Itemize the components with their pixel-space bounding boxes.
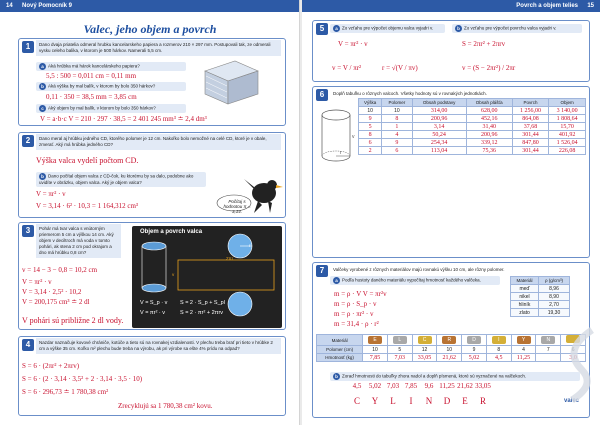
paper-stack-image — [200, 56, 260, 106]
table-cell: 8,90 — [538, 293, 569, 301]
sorted-value: 7,03 — [386, 382, 400, 390]
mass-cell: 11,25 — [511, 354, 536, 362]
can-icon: R — [442, 336, 456, 344]
answer-4-final: Zrecyklujú sa 1 780,38 cm² kovu. — [118, 402, 213, 410]
formula-7-4: m = 31,4 · ρ · r² — [334, 320, 379, 328]
can-cell — [387, 335, 412, 346]
can-cell — [437, 335, 462, 346]
table-cell: 3 140,00 — [549, 107, 586, 115]
table-header: Polomer — [382, 99, 412, 107]
answer-3-3: V = 3,14 · 2,5² · 10,2 — [22, 288, 82, 296]
formula-S1: S = 2 · S_p + S_pl — [180, 300, 225, 306]
speech-bubble: Počítaj s hodnotou π = 3,14. — [223, 199, 251, 214]
right-page-number: 15 — [587, 3, 594, 9]
section-number: 4 — [22, 339, 34, 351]
table-cell: 9 — [382, 139, 412, 147]
can-cell — [412, 335, 437, 346]
table-header: Objem — [549, 99, 586, 107]
panel-title: Objem a povrch valca — [140, 229, 203, 235]
cylinder-icon — [318, 108, 354, 164]
page-title: Valec, jeho objem a povrch — [83, 22, 217, 36]
svg-text:r: r — [340, 150, 342, 156]
sorted-value: 9,6 — [424, 382, 434, 390]
can-icon: L — [393, 336, 407, 344]
question-5a: a Zo vzťahu pre výpočet objemu valca vyjadri v. — [330, 24, 445, 33]
right-header-title: Povrch a objem telies — [516, 3, 578, 9]
svg-text:v: v — [352, 134, 355, 140]
table-cell: 200,96 — [412, 115, 466, 123]
answer-letter: C — [353, 396, 360, 406]
can-cell — [462, 335, 487, 346]
task-text: Valčeky vyrobené z rôznych materiálov majú rovnakú výšku 10 cm, ale rôzny polomer. — [333, 267, 505, 272]
task-text: Dano meral aj hrúbku jedného CD, ktorého polomer je 12 cm. Nakoľko bolo nemožné na celé CD, ktoré je v obale, zmerať. Aký má hrúbka jedného CD? — [36, 134, 281, 150]
answer-2b1: V = πr² · v — [36, 190, 66, 198]
sorted-value: 21,62 — [457, 382, 473, 390]
table-cell: 15,70 — [549, 123, 586, 131]
table-cell: 301,44 — [512, 147, 549, 155]
table-cell: 10 — [382, 107, 412, 115]
section-number: 7 — [316, 265, 328, 277]
cylinder-table — [358, 98, 586, 155]
table-cell: 1 256,00 — [512, 107, 549, 115]
answer-2b2: V = 3,14 · 6² · 10,3 = 1 164,312 cm³ — [36, 202, 138, 210]
radius-cell: 10 — [363, 346, 388, 354]
table-cell: 1 — [382, 123, 412, 131]
table-cell: 339,12 — [466, 139, 512, 147]
badge-a-icon: a — [333, 25, 340, 32]
table-cell: 8 — [359, 131, 382, 139]
table-row — [359, 139, 586, 147]
can-cell — [511, 335, 536, 346]
answer-c: V = a·b·c V = 210 · 297 · 38,5 = 2 401 245 mm³ ≐ 2,4 dm³ — [40, 115, 207, 123]
section-number: 1 — [22, 41, 34, 53]
left-page-number: 14 — [6, 3, 13, 9]
table-cell: 1 808,64 — [549, 115, 586, 123]
section-number: 5 — [316, 23, 328, 35]
mass-cell: 7,85 — [363, 354, 388, 362]
can-icon: Y — [517, 336, 531, 344]
can-cell — [486, 335, 511, 346]
section-number: 2 — [22, 135, 34, 147]
table-cell: 254,34 — [412, 139, 466, 147]
answer-letter: D — [443, 396, 451, 406]
table-cell: 200,96 — [466, 131, 512, 139]
badge-b-icon: b — [39, 173, 46, 180]
answer-4-3: S = 6 · 296,73 ≐ 1 780,38 cm² — [22, 388, 109, 396]
badge-b-icon: b — [333, 373, 340, 380]
table-cell: 6 — [382, 147, 412, 155]
section-number: 3 — [22, 225, 34, 237]
badge-a-icon: a — [39, 63, 46, 70]
answer-a: 5,5 : 500 = 0,011 cm = 0,11 mm — [46, 72, 137, 80]
task-text: Nazdar naznačuje kovové chrániče, kotúče a tieto sú na rovnakej vzdialenosti. V plechu treba brať pri tieto v hrúbke 2 cm a výške 35 cm. Koľko m² plechu bude treba na výrobu, ak pri výrobe sa ešte 4% prídu na odpad? — [36, 338, 281, 354]
mass-cell: 3,0 — [561, 354, 586, 362]
table-cell: 401,92 — [549, 131, 586, 139]
formula-S2: S = 2 · πr² + 2πrv — [180, 310, 224, 316]
table-header: Materiál — [511, 277, 539, 285]
table-row — [359, 131, 586, 139]
table-cell: 8 — [382, 115, 412, 123]
badge-a-icon: a — [333, 277, 340, 284]
table-cell: 50,24 — [412, 131, 466, 139]
answer-letters — [348, 396, 492, 406]
table-cell: 226,08 — [549, 147, 586, 155]
can-icon: N — [541, 336, 555, 344]
table-cell: 314,00 — [412, 107, 466, 115]
answer-3-1: v = 14 − 3 − 0,8 = 10,2 cm — [22, 266, 98, 274]
decorative-ribbon-icon — [552, 330, 598, 400]
table-cell: zlato — [511, 309, 539, 317]
materials-table — [510, 276, 570, 317]
table-cell: 452,16 — [466, 115, 512, 123]
question-2b: b Dano počítal objem valca z CD-čok, ku ktorému by sa dalo, podobne ako uvidíte v obrázku, objem valca. Aký je objem valca? — [36, 172, 206, 187]
table-cell: 847,80 — [512, 139, 549, 147]
answer-letter: E — [462, 396, 468, 406]
can-icon: C — [418, 336, 432, 344]
question-c: c Aký objem by mal balík, v ktorom by bolo 350 hárkov? — [36, 104, 186, 113]
left-header — [0, 0, 300, 12]
table-header: Obsah podstavy — [412, 99, 466, 107]
answer-4-1: S = 6 · (2πr² + 2πrv) — [22, 362, 80, 370]
table-cell: 4 — [382, 131, 412, 139]
formula-5-1: V = πr² · v — [338, 40, 368, 48]
mass-cell: 7,03 — [387, 354, 412, 362]
formula-5-4: r = √(V / πv) — [382, 64, 418, 72]
can-cell — [363, 335, 388, 346]
table-cell: 75,36 — [466, 147, 512, 155]
task-text: Doplň tabuľku o rôznych valcoch. Všetky hodnoty sú v rovnakých jednotkách. — [333, 91, 487, 96]
answer-3-4: V = 200,175 cm³ ≐ 2 dl — [22, 298, 90, 306]
table-cell: 113,04 — [412, 147, 466, 155]
answer-3-2: V = πr² · v — [22, 278, 52, 286]
formula-V1: V = S_p · v — [140, 300, 168, 306]
table-row — [511, 301, 570, 309]
table-cell: hliník — [511, 301, 539, 309]
label-v: v — [172, 272, 175, 277]
table-cell: 9 — [359, 115, 382, 123]
mass-cell: 21,62 — [437, 354, 462, 362]
radius-cell: 7 — [536, 346, 561, 354]
table-cell: 31,40 — [466, 123, 512, 131]
mass-cell: 5,02 — [462, 354, 487, 362]
table-header: Výška — [359, 99, 382, 107]
task-text: Pohár má tvar valca s vnútorným priemerom 5 cm a výškou 14 cm. Aký objem v deciltroch má voda v tomto pohári, ak stena 2 cm pod okrajom a dno má hrúbku 0,8 cm? — [36, 224, 121, 258]
label-r: r — [249, 243, 251, 248]
section-number: 6 — [316, 89, 328, 101]
radius-cell: 9 — [462, 346, 487, 354]
table-cell: 10 — [359, 107, 382, 115]
formula-5-2: S = 2πr² + 2πrv — [462, 40, 506, 48]
table-cell: 301,44 — [512, 131, 549, 139]
label-2pir: 2πr — [226, 256, 234, 261]
can-icon: E — [368, 336, 382, 344]
question-a: a Aká hrúbka má hárok kancelárskeho papiera? — [36, 62, 186, 71]
question-5b: b Zo vzťahu pre výpočet povrchu valca vyjadri v. — [452, 24, 582, 33]
table-cell: nikel — [511, 293, 539, 301]
sorted-value: 7,85 — [404, 382, 418, 390]
table-row — [359, 115, 586, 123]
formula-V2: V = πr² · v — [140, 310, 166, 316]
table-cell: 2 — [359, 147, 382, 155]
table-cell: 1 526,04 — [549, 139, 586, 147]
answer-letter: R — [479, 396, 486, 406]
radius-cell: 8 — [486, 346, 511, 354]
radius-cell: 5 — [387, 346, 412, 354]
word-label: valec — [564, 398, 580, 404]
radius-cell: 12 — [412, 346, 437, 354]
left-header-title: Nový Pomocník 9 — [22, 3, 73, 9]
formula-7-2: m = ρ · S_p · v — [334, 300, 377, 308]
table-cell: 6 — [359, 139, 382, 147]
question-7b: b Zoraď hmotnosti do tabuľky zhora nadol a doplň písmená, ktoré sú vyznačené na valčekoch. — [330, 372, 580, 381]
badge-b-icon: b — [39, 83, 46, 90]
question-b: b Aká výška by mal balík, v ktorom by bolo 350 hárkov? — [36, 82, 186, 91]
radius-cell: 4 — [511, 346, 536, 354]
answer-letter: N — [425, 396, 433, 406]
right-page — [302, 0, 600, 425]
can-icon: I — [492, 336, 506, 344]
sorted-masses — [348, 382, 492, 390]
table-row — [359, 147, 586, 155]
table-header: Obsah plášťa — [466, 99, 512, 107]
task-text: Dano dvaja priatelia odmeral hrubku kancelarskeho papiera a rozmerov 210 × 297 mm. Postupovali tak, ze odmerali vysku celeho balika, v ktorom je 500 hárkov. Namerali 5,5 cm. — [36, 40, 281, 56]
table-cell: meď — [511, 285, 539, 293]
table-header: Povrch — [512, 99, 549, 107]
table-header: ρ (g/cm³) — [538, 277, 569, 285]
mass-table — [316, 334, 586, 362]
table-cell: 8,96 — [538, 285, 569, 293]
badge-b-icon: b — [455, 25, 462, 32]
badge-c-icon: c — [39, 105, 46, 112]
table-cell: 5 — [359, 123, 382, 131]
mass-cell: 4,5 — [486, 354, 511, 362]
sorted-value: 5,02 — [368, 382, 382, 390]
formula-7-3: m = ρ · πr² · v — [334, 310, 374, 318]
table-row — [359, 107, 586, 115]
table-cell: 2,70 — [538, 301, 569, 309]
table-cell: 864,08 — [512, 115, 549, 123]
answer-letter: Y — [371, 396, 379, 406]
formula-5-3: v = V / πr² — [332, 64, 362, 72]
table-cell: 19,30 — [538, 309, 569, 317]
table-row — [511, 309, 570, 317]
mass-cell: 33,05 — [412, 354, 437, 362]
sorted-value: 4,5 — [352, 382, 362, 390]
sorted-value: 11,25 — [439, 382, 455, 390]
answer-4-2: S = 6 · (2 · 3,14 · 3,5² + 2 · 3,14 · 3,5 · 10) — [22, 375, 143, 383]
formula-7-1: m = ρ · V V = πr²v — [334, 290, 387, 298]
table-row — [359, 123, 586, 131]
table-cell: 3,14 — [412, 123, 466, 131]
answer-letter: I — [409, 396, 413, 406]
answer-b: 0,11 · 350 = 38,5 mm = 3,85 cm — [46, 93, 137, 101]
answer-2a: Výška valca vydelí počtom CD. — [36, 156, 139, 165]
question-7a: a Podľa hustoty daného materiálu vypočítaj hmotnosť každého valčeka. — [330, 276, 500, 285]
radius-cell: 10 — [437, 346, 462, 354]
can-icon: D — [467, 336, 481, 344]
table-row — [511, 285, 570, 293]
answer-letter: L — [390, 396, 396, 406]
right-header — [302, 0, 600, 12]
table-cell: 37,68 — [512, 123, 549, 131]
table-cell: 628,00 — [466, 107, 512, 115]
answer-3-final: V pohári sú približne 2 dl vody. — [22, 316, 124, 325]
row-label: Hmotnosť (kg) — [317, 354, 363, 362]
row-label: Materiál — [317, 335, 363, 346]
radius-cell: 6 — [561, 346, 586, 354]
table-row — [511, 293, 570, 301]
formula-5-5: v = (S − 2πr²) / 2πr — [462, 64, 516, 72]
row-label: Polomer (cm) — [317, 346, 363, 354]
sorted-value: 33,05 — [475, 382, 491, 390]
